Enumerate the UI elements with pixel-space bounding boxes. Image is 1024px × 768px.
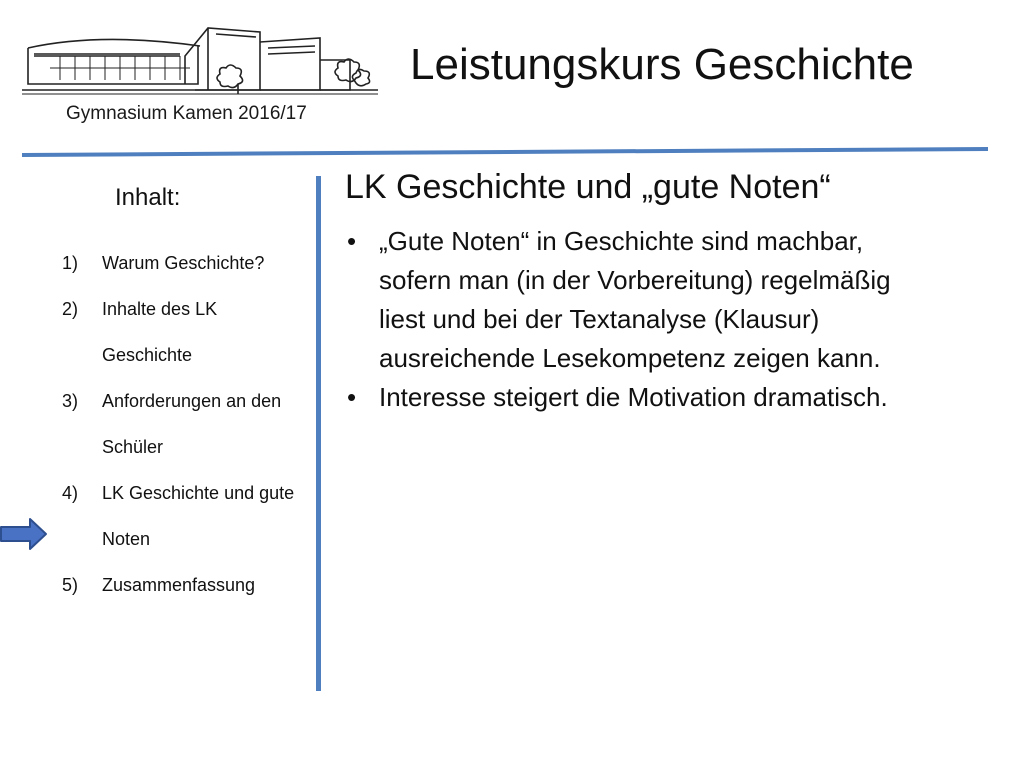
vertical-divider xyxy=(316,176,321,691)
toc-item-label: Inhalte des LK Geschichte xyxy=(102,299,218,365)
school-building-logo xyxy=(20,20,380,100)
toc-item-current[interactable] xyxy=(62,470,312,562)
toc-item-number: 4) xyxy=(62,483,79,503)
toc-item-number: 1) xyxy=(62,253,79,273)
bullet-item xyxy=(345,378,935,417)
toc-item-number: 2) xyxy=(62,299,79,319)
header-divider xyxy=(22,146,988,158)
bullet-item xyxy=(345,222,935,378)
content-heading: LK Geschichte und „gute Noten“ xyxy=(345,168,831,206)
toc-item-label: Zusammenfassung xyxy=(102,575,256,595)
bullet-icon: • xyxy=(347,382,357,412)
toc-heading: Inhalt: xyxy=(115,184,181,211)
toc-item-label: LK Geschichte und gute Noten xyxy=(102,483,295,549)
toc-item[interactable] xyxy=(62,378,312,470)
content-bullets xyxy=(345,222,935,417)
current-section-arrow-icon xyxy=(0,517,48,551)
bullet-text: „Gute Noten“ in Geschichte sind machbar, sofern man (in der Vorbereitung) regelmäßig liest und bei der Textanalyse (Klausur) ausreichende Lesekompetenz zeigen kann. xyxy=(379,226,891,373)
toc-item-label: Anforderungen an den Schüler xyxy=(102,391,282,457)
bullet-icon: • xyxy=(347,226,357,256)
toc-item-number: 3) xyxy=(62,391,79,411)
toc-item-label: Warum Geschichte? xyxy=(102,253,265,273)
toc-item[interactable] xyxy=(62,240,312,286)
toc-list xyxy=(62,240,312,608)
school-subtitle: Gymnasium Kamen 2016/17 xyxy=(66,103,307,124)
toc-item-number: 5) xyxy=(62,575,79,595)
page-title: Leistungskurs Geschichte xyxy=(410,40,914,89)
toc-item[interactable] xyxy=(62,286,312,378)
toc-item[interactable] xyxy=(62,562,312,608)
bullet-text: Interesse steigert die Motivation dramatisch. xyxy=(379,382,888,412)
